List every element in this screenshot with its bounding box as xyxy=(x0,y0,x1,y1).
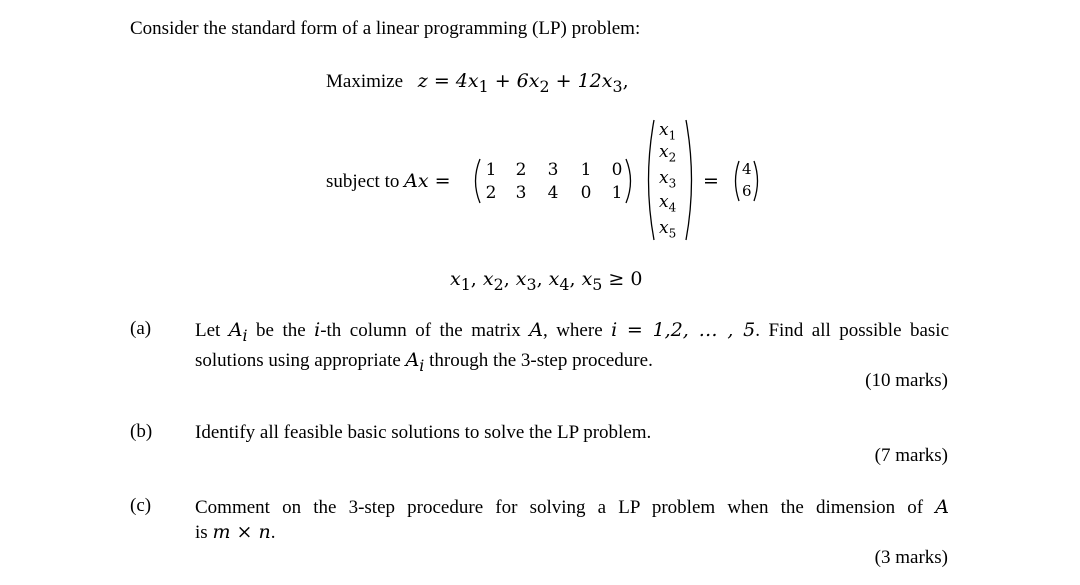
constraint-label: subject to Ax = xyxy=(326,170,451,192)
vector-entry: $x_4$ xyxy=(659,192,677,215)
constraint-lhs: Ax = xyxy=(404,170,451,192)
matrix-entry: 1 xyxy=(485,160,497,180)
matrix-entry: 3 xyxy=(547,160,559,180)
question-c-marks: (3 marks) xyxy=(874,547,948,568)
rhs-right-paren xyxy=(752,159,762,203)
vector-entry: $x_3$ xyxy=(659,168,677,191)
vector-entry: $x_1$ xyxy=(659,120,677,143)
question-a-text: Let $A_i$ be the i-th column of the matrix A, where i = 1,2, … , 5. Find all possible basic solutions using appropriate $A_i$ through the 3-step procedure. xyxy=(195,319,950,375)
vector-right-paren xyxy=(684,118,698,242)
rhs-value-1: 4 xyxy=(742,160,752,178)
nonnegativity-constraint: $x_1$, $x_2$, $x_3$, $x_4$, $x_5 \ge 0$ xyxy=(450,268,643,294)
matrix-entry: 3 xyxy=(515,183,527,203)
vector-entry: $x_5$ xyxy=(659,218,677,241)
matrix-entry: 4 xyxy=(547,183,559,203)
question-b-text: Identify all feasible basic solutions to solve the LP problem. xyxy=(195,422,652,443)
matrix-entry: 2 xyxy=(485,183,497,203)
objective-expression: $z = 4x_1 + 6x_2 + 12x_3$, xyxy=(417,70,629,96)
question-c-text: Comment on the 3-step procedure for solving a LP problem when the dimension of A is m × n. xyxy=(195,496,949,543)
objective-label: Maximize xyxy=(326,71,404,92)
matrix-entry: 1 xyxy=(580,160,592,180)
matrix-entry: 0 xyxy=(611,160,623,180)
matrix-entry: 0 xyxy=(580,183,592,203)
question-c-label: (c) xyxy=(130,495,152,516)
objective-function xyxy=(326,70,629,96)
vector-entry: $x_2$ xyxy=(659,142,677,165)
question-b-label: (b) xyxy=(130,421,153,442)
intro-text: Consider the standard form of a linear programming (LP) problem: xyxy=(130,18,641,39)
question-b-marks: (7 marks) xyxy=(874,445,948,466)
question-a-marks: (10 marks) xyxy=(865,370,948,391)
rhs-value-2: 6 xyxy=(742,182,752,200)
question-a-label: (a) xyxy=(130,318,152,339)
vector-left-paren xyxy=(642,118,656,242)
rhs-left-paren xyxy=(731,159,741,203)
matrix-entry: 2 xyxy=(515,160,527,180)
matrix-right-paren xyxy=(624,157,636,205)
equals-sign: = xyxy=(703,170,719,192)
matrix-entry: 1 xyxy=(611,183,623,203)
